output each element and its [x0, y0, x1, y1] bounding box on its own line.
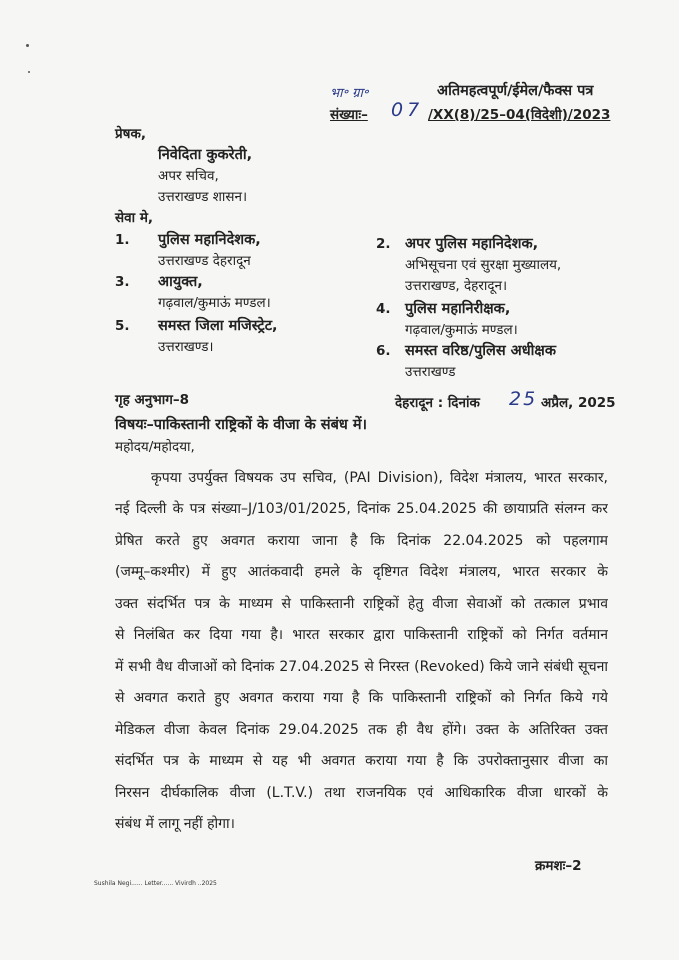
recipient-line: अभिसूचना एवं सुरक्षा मुख्यालय,	[405, 257, 562, 273]
body-text-line: कृपया उपर्युक्त विषयक उप सचिव, (PAI Division), विदेश मंत्रालय, भारत सरकार,	[151, 470, 608, 486]
body-text-line: से अवगत कराते हुए अवगत कराया गया है कि पाकिस्तानी राष्ट्रिकों को निर्गत किये गये	[115, 690, 608, 706]
department-section: गृह अनुभाग–8	[115, 392, 190, 408]
recipient-title: समस्त जिला मजिस्ट्रेट,	[158, 318, 278, 334]
date-day-handwritten: 25	[509, 388, 538, 410]
recipient-line: उत्तराखण्ड देहरादून	[158, 253, 251, 269]
sender-office: उत्तराखण्ड शासन।	[158, 189, 248, 205]
recipient-title: अपर पुलिस महानिदेशक,	[405, 236, 539, 252]
letter-classification: अतिमहत्वपूर्ण/ईमेल/फैक्स पत्र	[437, 83, 594, 99]
recipients-label: सेवा मे,	[115, 210, 154, 226]
recipient-line: उत्तराखण्ड।	[158, 339, 214, 355]
recipient-number: 3.	[115, 274, 130, 290]
body-text-line: प्रेषित करते हुए अवगत कराया जाना है कि दिनांक 22.04.2025 को पहलगाम	[115, 533, 608, 549]
body-text-line: संदर्भित पत्र के माध्यम से यह भी अवगत कराया गया है कि उपरोक्तानुसार वीजा का	[115, 753, 608, 769]
recipient-title: पुलिस महानिरीक्षक,	[405, 301, 511, 317]
recipient-number: 6.	[376, 343, 391, 359]
recipient-line: गढ़वाल/कुमाऊं मण्डल।	[405, 322, 518, 338]
date-suffix: अप्रैल, 2025	[541, 395, 616, 411]
recipient-number: 2.	[376, 236, 391, 252]
sender-designation: अपर सचिव,	[158, 168, 219, 184]
recipient-line: उत्तराखण्ड	[405, 364, 456, 380]
salutation: महोदय/महोदया,	[115, 439, 195, 455]
reference-suffix: /XX(8)/25–04(विदेशी)/2023	[428, 107, 611, 123]
recipient-line: गढ़वाल/कुमाऊं मण्डल।	[158, 295, 271, 311]
body-text-line: से निलंबित कर दिया गया है। भारत सरकार द्वारा पाकिस्तानी राष्ट्रिकों को निर्गत वर्तमान	[115, 627, 608, 643]
footer-note: Sushila Negi...... Letter...... Vivirdh ..2025	[94, 880, 217, 887]
recipient-title: पुलिस महानिदेशक,	[158, 232, 261, 248]
recipient-title: आयुक्त,	[158, 274, 203, 290]
scan-speck	[28, 71, 30, 73]
date-prefix: देहरादून : दिनांक	[395, 395, 480, 411]
recipient-number: 1.	[115, 232, 130, 248]
recipient-number: 5.	[115, 318, 130, 334]
recipient-title: समस्त वरिष्ठ/पुलिस अधीक्षक	[405, 343, 556, 359]
page-continuation: क्रमशः–2	[535, 858, 582, 874]
subject-line: विषयः–पाकिस्तानी राष्ट्रिकों के वीजा के संबंध में।	[115, 417, 367, 433]
body-text-line: उक्त संदर्भित पत्र के माध्यम से पाकिस्तानी राष्ट्रिकों हेतु वीजा सेवाओं को तत्काल प्रभाव	[115, 596, 608, 612]
body-text-line: मेडिकल वीजा केवल दिनांक 29.04.2025 तक ही वैध होंगे। उक्त के अतिरिक्त उक्त	[115, 722, 608, 738]
scan-speck	[26, 44, 29, 47]
sender-name: निवेदिता कुकरेती,	[158, 147, 253, 163]
handwritten-note: भा॰ ग्रा॰	[330, 86, 369, 101]
reference-label: संख्याः–	[330, 107, 368, 123]
body-text-line: नई दिल्ली के पत्र संख्या–J/103/01/2025, दिनांक 25.04.2025 की छायाप्रति संलग्न कर	[115, 501, 608, 517]
body-text-line: (जम्मू–कश्मीर) में हुए आतंकवादी हमले के दृष्टिगत विदेश मंत्रालय, भारत सरकार के	[115, 564, 608, 580]
body-text-line: संबंध में लागू नहीं होगा।	[115, 816, 235, 832]
sender-label: प्रेषक,	[115, 126, 146, 142]
body-text-line: निरसन दीर्घकालिक वीजा (L.T.V.) तथा राजनयिक एवं आधिकारिक वीजा धारकों के	[115, 785, 608, 801]
recipient-number: 4.	[376, 301, 391, 317]
recipient-line: उत्तराखण्ड, देहरादून।	[405, 278, 508, 294]
reference-number-handwritten: 07	[391, 99, 424, 121]
body-text-line: में सभी वैध वीजाओं को दिनांक 27.04.2025 से निरस्त (Revoked) किये जाने संबंधी सूचना	[115, 659, 608, 675]
